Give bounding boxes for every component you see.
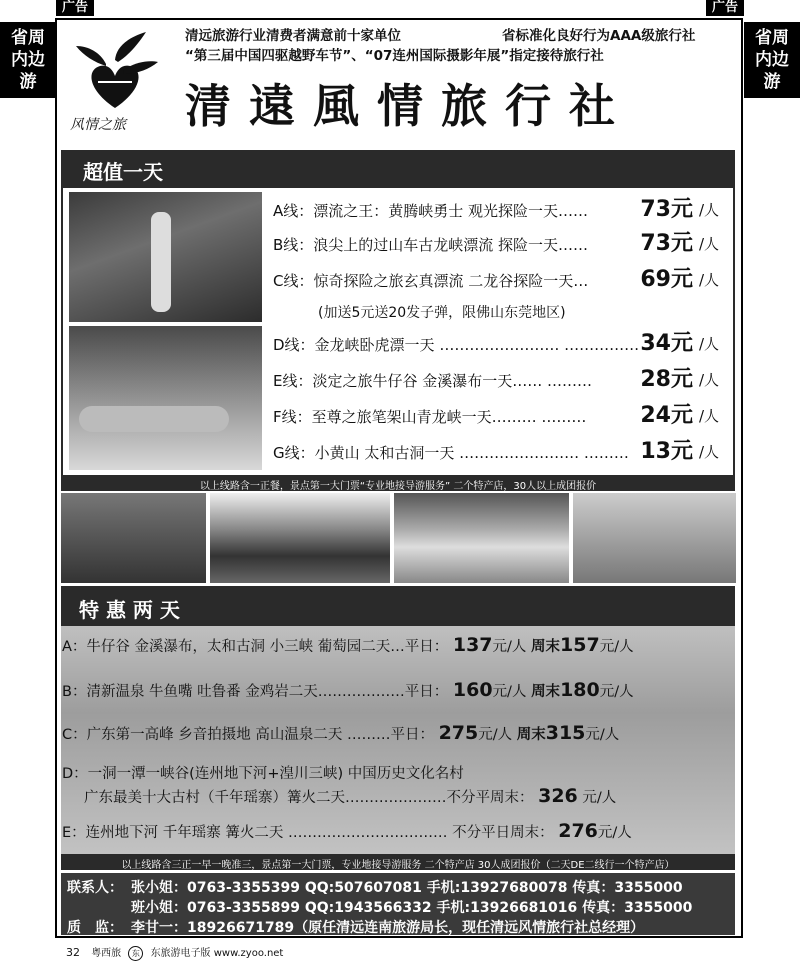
weekend-label: 周末 (531, 639, 561, 655)
line-unit: /人 (698, 201, 719, 219)
line-price: 69元 (640, 267, 693, 292)
section-two-day-title: 特 惠 两 天 (79, 598, 180, 622)
two-day-route: 广东最美十大古村（千年瑶寨）篝火二天…………………不分平周末： (84, 790, 534, 806)
page-number: 32 (66, 946, 80, 959)
header-award-text: 省标准化良好行为AAA级旅行社 (502, 28, 696, 44)
line-price: 73元 (640, 197, 693, 222)
two-day-row (62, 762, 732, 807)
line-c-note: (加送5元送20发子弹，限佛山东莞地区) (318, 305, 566, 321)
line-label: B线：浪尖上的过山车古龙峡漂流 探险一天…… (273, 236, 589, 254)
logo (68, 30, 163, 135)
section-two-day-footnote: 以上线路含三正一早一晚准三，景点第一大门票，专业地接导游服务 二个特产店 30人成团报价（二天DE二线行一个特产店） (121, 860, 675, 871)
weekend-label: 周末 (531, 684, 561, 700)
line-price: 73元 (640, 231, 693, 256)
two-day-route-cont (62, 785, 732, 807)
line-label: A线：漂流之王：黄腾峡勇士 观光探险一天…… (273, 202, 589, 220)
weekend-label: 周末 (516, 727, 546, 743)
line-label: F线：至尊之旅笔架山青龙峡一天……… ……… (273, 408, 587, 426)
line-row (273, 434, 733, 468)
ethnic-dancers-photo (573, 493, 736, 583)
side-tab-left (0, 22, 56, 98)
line-label: D线：金龙峡卧虎漂一天 …………………… …………… (273, 336, 640, 354)
line-row (273, 398, 733, 432)
line-unit: /人 (698, 371, 719, 389)
section-one-day-title: 超值一天 (83, 160, 163, 184)
flat-price: 276 (558, 820, 598, 842)
weekend-price: 157 (560, 634, 600, 656)
two-day-row (62, 820, 732, 848)
side-tab-text: 游 (763, 72, 781, 92)
price-unit: 元/人 (599, 684, 634, 700)
side-tab-right (744, 22, 800, 98)
footer-site: 东旅游电子版 www.zyoo.net (150, 948, 284, 959)
header-event-text: “第三届中国四驱越野车节”、“07连州国际摄影年展”指定接待旅行社 (185, 48, 604, 64)
side-tab-text: 游 (19, 72, 37, 92)
header-award-text: 清远旅游行业清费者满意前十家单位 (185, 28, 401, 44)
logo-caption: 风情之旅 (70, 117, 126, 133)
line-unit: /人 (698, 335, 719, 353)
contact-block (61, 873, 735, 935)
raft-shape (79, 406, 229, 432)
price-unit: 元/人 (478, 727, 513, 743)
weekend-price: 315 (545, 722, 586, 744)
price-unit: 元/人 (599, 639, 634, 655)
two-day-route: E：连州地下河 千年瑶寨 篝火二天 …………………………… 不分平日周末： (62, 825, 554, 841)
contact-line: 班小姐：0763-3355899 QQ:1943566332 手机:13926681016 传真：3355000 (131, 900, 693, 916)
side-tab-text: 省周 (755, 28, 789, 48)
two-day-row (62, 722, 732, 750)
contact-line: 张小姐：0763-3355399 QQ:507607081 手机:13927680078 传真：3355000 (131, 880, 683, 896)
line-unit: /人 (698, 407, 719, 425)
line-price: 28元 (640, 367, 693, 392)
side-tab-text: 省周 (11, 28, 45, 48)
line-label: C线：惊奇探险之旅玄真漂流 二龙谷探险一天… (273, 272, 589, 290)
line-unit: /人 (698, 235, 719, 253)
section-one-day-bar (61, 150, 735, 188)
side-tab-text: 内边 (11, 50, 45, 70)
contact-label: 联系人： (67, 880, 123, 896)
farmhouse-photo (394, 493, 569, 583)
two-day-route: C：广东第一高峰 乡音拍摄地 高山温泉二天 ………平日： (62, 727, 434, 743)
two-day-route: A：牛仔谷 金溪瀑布，太和古洞 小三峡 葡萄园二天…平日： (62, 639, 449, 655)
line-unit: /人 (698, 443, 719, 461)
price-unit: 元/人 (597, 825, 632, 841)
section-one-day-footnote-bar (61, 475, 735, 491)
line-label: G线：小黄山 太和古洞一天 …………………… ……… (273, 444, 629, 462)
weekday-price: 137 (452, 634, 493, 656)
price-unit: 元/人 (492, 684, 527, 700)
ad-tag-left: 广告 (56, 0, 94, 16)
section-two-day-footnote-bar (61, 854, 735, 870)
line-unit: /人 (698, 271, 719, 289)
supervisor-line: 李甘一：18926671789（原任清远连南旅游局长，现任清远风情旅行社总经理） (131, 920, 645, 936)
section-two-day-bar (61, 586, 735, 626)
rafting-photo (69, 326, 262, 470)
price-unit: 元/人 (585, 727, 620, 743)
two-day-route: B：清新温泉 牛鱼嘴 吐鲁番 金鸡岩二天………………平日： (62, 684, 449, 700)
line-row (273, 326, 733, 360)
two-day-route: D：一洞一潭一峡谷(连州地下河+湟川三峡) 中国历史文化名村 (62, 766, 464, 782)
weekday-price: 160 (452, 679, 493, 701)
line-row (273, 192, 733, 226)
line-row (273, 226, 733, 260)
ad-tag-right: 广告 (706, 0, 744, 16)
village-photo (61, 493, 206, 583)
side-tab-text: 内边 (755, 50, 789, 70)
footer-logo-icon: 东 (128, 946, 143, 961)
line-price: 24元 (640, 403, 693, 428)
page-footer (66, 944, 283, 961)
weekend-price: 180 (560, 679, 600, 701)
two-day-row (62, 679, 732, 707)
line-row (273, 262, 733, 296)
brand-title: 清遠風情旅行社 (185, 79, 633, 133)
section-one-day-footnote: 以上线路含一正餐，景点第一大门票“专业地接导游服务” 二个特产店，30人以上成团报价 (199, 481, 597, 492)
supervisor-label: 质 监： (67, 920, 123, 936)
footer-section-name: 粤西旅 (91, 948, 122, 959)
line-label: E线：淡定之旅牛仔谷 金溪瀑布一天…… ……… (273, 372, 593, 390)
waterfall-shape (151, 212, 171, 312)
price-unit: 元/人 (582, 790, 617, 806)
two-day-row (62, 634, 732, 662)
line-row (273, 362, 733, 396)
waterfall-photo (69, 192, 262, 322)
weekday-price: 275 (438, 722, 479, 744)
flat-price: 326 (538, 785, 578, 807)
river-photo (210, 493, 390, 583)
line-price: 34元 (640, 331, 693, 356)
price-unit: 元/人 (492, 639, 527, 655)
line-price: 13元 (640, 439, 693, 464)
